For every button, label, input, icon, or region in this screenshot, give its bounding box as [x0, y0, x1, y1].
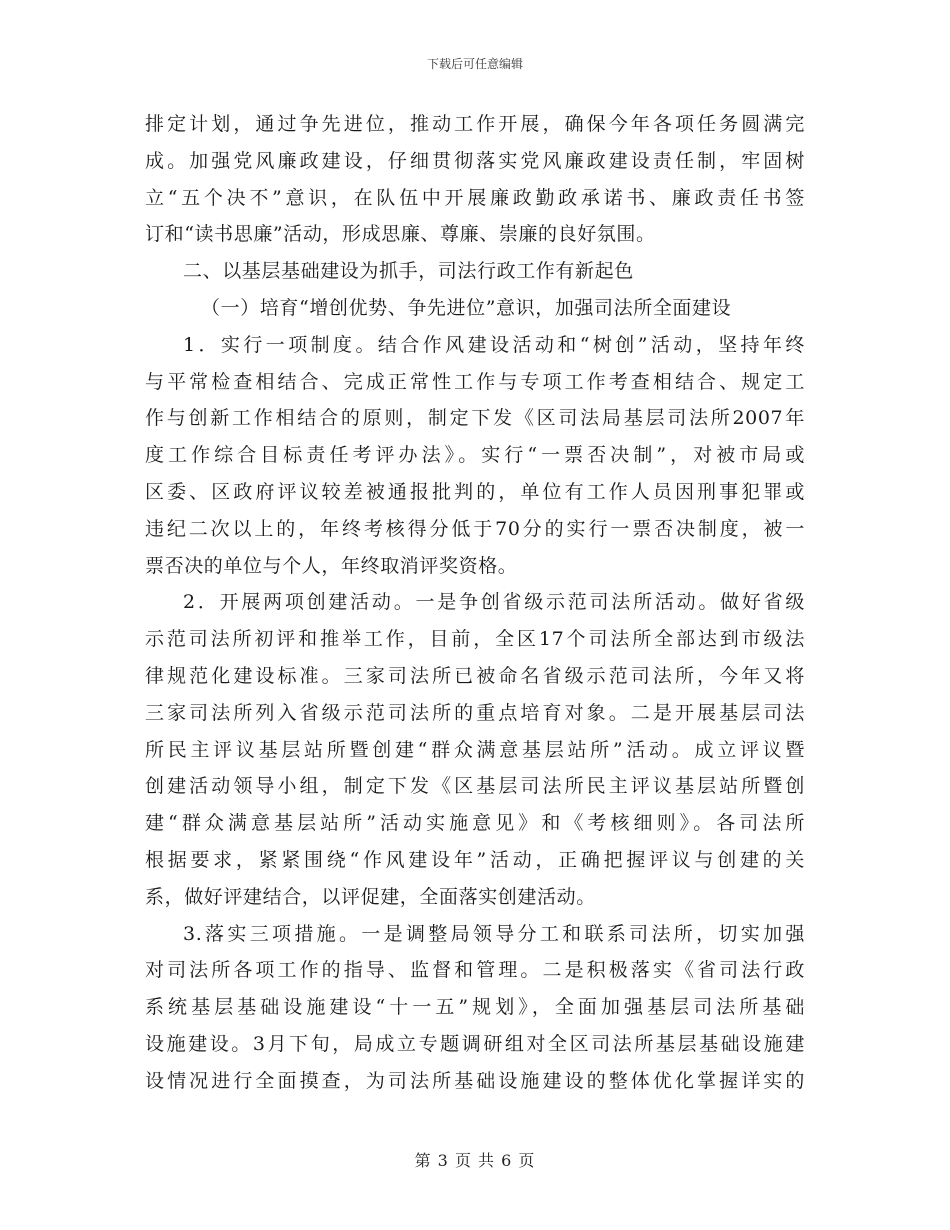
- text-line: 排定计划，通过争先进位，推动工作开展，确保今年各项任务圆满完: [145, 113, 805, 135]
- text-line: 2．开展两项创建活动。一是争创省级示范司法所活动。做好省级: [183, 591, 805, 614]
- text-line: 度工作综合目标责任考评办法》。实行“一票否决制”，对被市局或: [145, 444, 805, 467]
- text-line: 系，做好评建结合，以评促建，全面落实创建活动。: [145, 885, 596, 908]
- text-line: 系统基层基础设施建设“十一五”规划》，全面加强基层司法所基础: [145, 996, 805, 1019]
- text-line: 三家司法所列入省级示范司法所的重点培育对象。二是开展基层司法: [145, 701, 805, 724]
- text-line: 设情况进行全面摸查，为司法所基础设施建设的整体优化掌握详实的: [145, 1069, 805, 1092]
- page-header: 下载后可任意编辑: [426, 57, 523, 71]
- text-line: 律规范化建设标准。三家司法所已被命名省级示范司法所，今年又将: [145, 664, 805, 687]
- text-line: 作与创新工作相结合的原则，制定下发《区司法局基层司法所2007年: [145, 407, 805, 430]
- text-line: 订和“读书思廉”活动，形成思廉、尊廉、崇廉的良好氛围。: [145, 223, 656, 246]
- text-line: 区委、区政府评议较差被通报批判的，单位有工作人员因刑事犯罪或: [145, 480, 805, 503]
- document-body: [145, 106, 805, 1100]
- text-line: 1．实行一项制度。结合作风建设活动和“树创”活动，坚持年终: [183, 333, 805, 356]
- text-line: 成。加强党风廉政建设，仔细贯彻落实党风廉政建设责任制，牢固树: [145, 149, 805, 172]
- text-line: 立“五个决不”意识，在队伍中开展廉政勤政承诺书、廉政责任书签: [145, 186, 805, 209]
- section-heading: 二、以基层基础建设为抓手，司法行政工作有新起色: [183, 260, 634, 283]
- text-line: 3.落实三项措施。一是调整局领导分工和联系司法所，切实加强: [183, 922, 805, 945]
- text-line: 与平常检查相结合、完成正常性工作与专项工作考查相结合、规定工: [145, 370, 805, 393]
- page-number: 第 3 页 共 6 页: [414, 1151, 536, 1170]
- subsection-heading: （一）培育“增创优势、争先进位”意识，加强司法所全面建设: [201, 296, 732, 319]
- text-line: 示范司法所初评和推举工作，目前，全区17个司法所全部达到市级法: [145, 628, 805, 651]
- text-line: 根据要求，紧紧围绕“作风建设年”活动，正确把握评议与创建的关: [145, 848, 805, 871]
- text-line: 设施建设。3月下旬，局成立专题调研组对全区司法所基层基础设施建: [145, 1032, 805, 1055]
- text-line: 创建活动领导小组，制定下发《区基层司法所民主评议基层站所暨创: [145, 775, 805, 798]
- text-line: 建“群众满意基层站所”活动实施意见》和《考核细则》。各司法所: [145, 812, 805, 835]
- text-line: 违纪二次以上的，年终考核得分低于70分的实行一票否决制度，被一: [145, 517, 805, 540]
- text-line: 对司法所各项工作的指导、监督和管理。二是积极落实《省司法行政: [145, 959, 805, 982]
- text-line: 所民主评议基层站所暨创建“群众满意基层站所”活动。成立评议暨: [145, 738, 805, 761]
- text-line: 票否决的单位与个人，年终取消评奖资格。: [145, 554, 518, 577]
